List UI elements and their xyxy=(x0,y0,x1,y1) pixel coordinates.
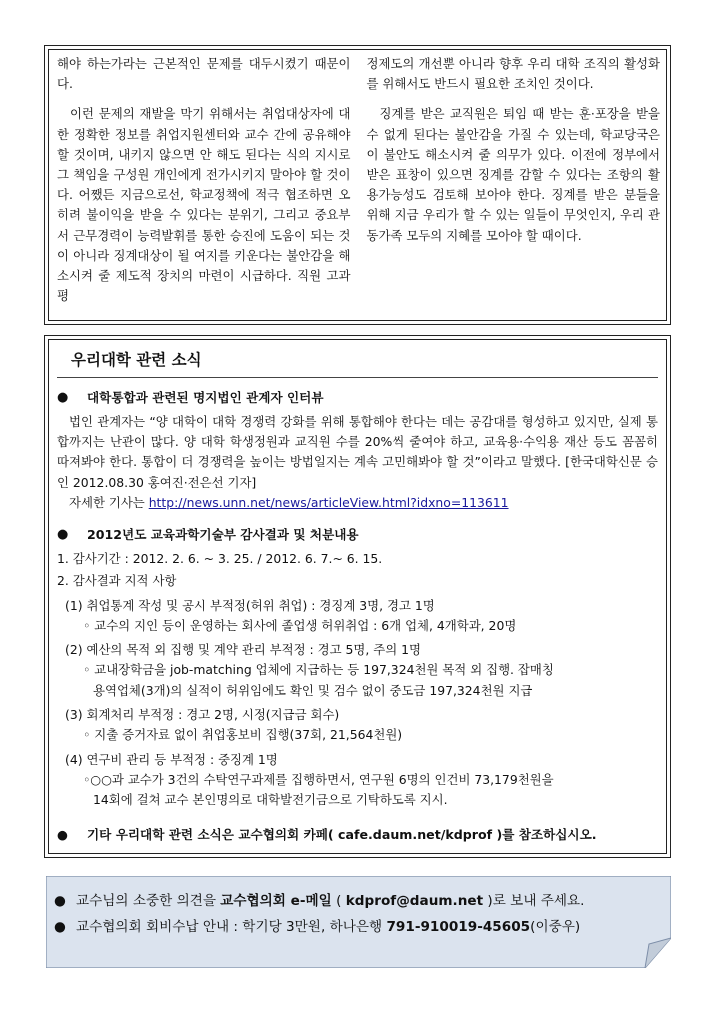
audit-finding-4: (4) 연구비 관리 등 부적정 : 중징계 1명 xyxy=(65,751,278,767)
article-link[interactable]: http://news.unn.net/news/articleView.html?idxno=113611 xyxy=(148,494,509,510)
merger-body xyxy=(57,412,658,493)
article-left-column xyxy=(57,54,359,320)
audit-period: 1. 감사기간 : 2012. 2. 6. ~ 3. 25. / 2012. 6. 7.~ 6. 15. xyxy=(57,550,383,566)
title-divider xyxy=(57,377,658,378)
bullet-icon: ● xyxy=(57,390,69,405)
news-item-other xyxy=(57,825,658,845)
audit-finding-2-detail: ◦ 교내장학금을 job-matching 업체에 지급하는 등 197,324천원 목적 외 집행. 잡매칭 xyxy=(83,662,554,678)
bullet-icon: ● xyxy=(57,526,69,542)
audit-finding-1-detail: ◦ 교수의 지인 등이 운영하는 회사에 졸업생 허위취업 : 6개 업체, 4개학과, 20명 xyxy=(83,617,517,633)
bullet-icon: ● xyxy=(54,919,66,935)
audit-finding-4-detail: ◦○○과 교수가 3건의 수탁연구과제를 집행하면서, 연구원 6명의 인건비 73,179천원을 xyxy=(83,771,554,787)
right-paragraph-1: 정제도의 개선뿐 아니라 향후 우리 대학 조직의 활성화를 위해서도 반드시 필요한 조치인 것이다. xyxy=(366,56,660,92)
bank-account-number: 791-910019-45605 xyxy=(386,919,531,935)
audit-finding-2-detail-cont: 용역업체(3개)의 실적이 허위임에도 확인 및 검수 없이 중도금 197,324천원 지급 xyxy=(93,682,533,698)
audit-finding-1: (1) 취업통계 작성 및 공시 부적정(허위 취업) : 경징계 3명, 경고 1명 xyxy=(65,597,435,613)
merger-heading-text: 대학통합과 관련된 명지법인 관계자 인터뷰 xyxy=(87,390,324,405)
audit-finding-4-detail-cont: 14회에 걸쳐 교수 본인명의로 대학발전기금으로 기탁하도록 지시. xyxy=(93,792,448,808)
news-section-title: 우리대학 관련 소식 xyxy=(71,351,202,369)
news-item-merger-heading xyxy=(57,388,658,408)
university-news-box xyxy=(44,335,671,858)
other-news-text: 기타 우리대학 관련 소식은 교수협의회 카페( cafe.daum.net/kdprof )를 참조하십시오. xyxy=(87,826,597,842)
paren-open: ( xyxy=(331,893,346,909)
feedback-text: 교수님의 소중한 의견을 xyxy=(76,893,221,909)
dues-line xyxy=(54,914,585,940)
account-holder: (이중우) xyxy=(530,919,581,935)
article-link-line xyxy=(57,493,658,513)
news-item-audit-heading xyxy=(57,525,658,545)
feedback-line xyxy=(54,888,585,914)
feedback-text-end: )로 보내 주세요. xyxy=(483,893,585,909)
audit-finding-3: (3) 회계처리 부적정 : 경고 2명, 시정(지급금 회수) xyxy=(65,707,340,723)
bullet-icon: ● xyxy=(54,893,66,909)
link-prefix: 자세한 기사는 xyxy=(69,494,149,510)
audit-heading-text: 2012년도 교육과학기술부 감사결과 및 처분내용 xyxy=(87,526,359,542)
audit-finding-2: (2) 예산의 목적 외 집행 및 계약 관리 부적정 : 경고 5명, 주의 1명 xyxy=(65,642,421,658)
callout-text xyxy=(54,888,585,940)
audit-results-title: 2. 감사결과 지적 사항 xyxy=(57,572,177,588)
university-news-content xyxy=(48,339,667,854)
article-continuation-box xyxy=(44,45,671,325)
council-email-label: 교수협의회 e-메일 xyxy=(220,893,332,909)
left-paragraph-2: 이런 문제의 재발을 막기 위해서는 취업대상자에 대한 정확한 정보를 취업지원센터와 교수 간에 공유해야 할 것이며, 내키지 않으면 안 해도 된다는 식의 지시로 그 책임을 구성원 개인에게 전가시키지 말아야 할 것이다. 어쨌든 지금으로선, 학교정책에 적극 협조하면 오히려 불이익을 받을 수 있다는 분위기, 그리고 중요부서 근무경력이 능력발휘를 통한 승진에 도움이 되는 것이 아니라 징계대상이 될 여지를 키운다는 불안감을 해소시켜 줄 제도적 장치의 마련이 시급하다. 직원 고과평 xyxy=(57,106,351,304)
council-email-address[interactable]: kdprof@daum.net xyxy=(345,893,484,909)
audit-finding-3-detail: ◦ 지출 증거자료 없이 취업홍보비 집행(37회, 21,564천원) xyxy=(83,727,403,743)
article-right-column xyxy=(359,54,661,320)
bullet-icon: ● xyxy=(57,826,68,842)
dues-text: 교수협의회 회비수납 안내 : 학기당 3만원, 하나은행 xyxy=(76,919,387,935)
right-paragraph-2: 징계를 받은 교직원은 퇴임 때 받는 훈·포장을 받을 수 없게 된다는 불안감을 가질 수 있는데, 학교당국은 이 불안도 해소시켜 줄 의무가 있다. 이전에 정부에서 받은 표창이 있으면 징계를 감할 수 있다는 조항의 활용가능성도 검토해 보아야 한다. 징계를 받은 분들을 위해 지금 우리가 할 수 있는 일들이 무엇인지, 우리 관동가족 모두의 지혜를 모아야 할 때이다. xyxy=(366,106,660,243)
article-columns xyxy=(48,49,667,321)
left-paragraph-1: 해야 하는가라는 근본적인 문제를 대두시켰기 때문이다. xyxy=(57,56,351,92)
contact-callout xyxy=(46,876,671,968)
merger-body-text: 법인 관계자는 “양 대학이 대학 경쟁력 강화를 위해 통합해야 한다는 데는 공감대를 형성하고 있지만, 실제 통합까지는 난관이 많다. 양 대학 학생정원과 교직원 수를 20%씩 줄여야 하고, 교육용·수익용 재산 등도 꼼꼼히 따져봐야 한다. 통합이 더 경쟁력을 높이는 방법일지는 계속 고민해봐야 할 것”이라고 말했다. [한국대학신문 승인 2012.08.30 홍여진·전은선 기자] xyxy=(57,414,658,490)
